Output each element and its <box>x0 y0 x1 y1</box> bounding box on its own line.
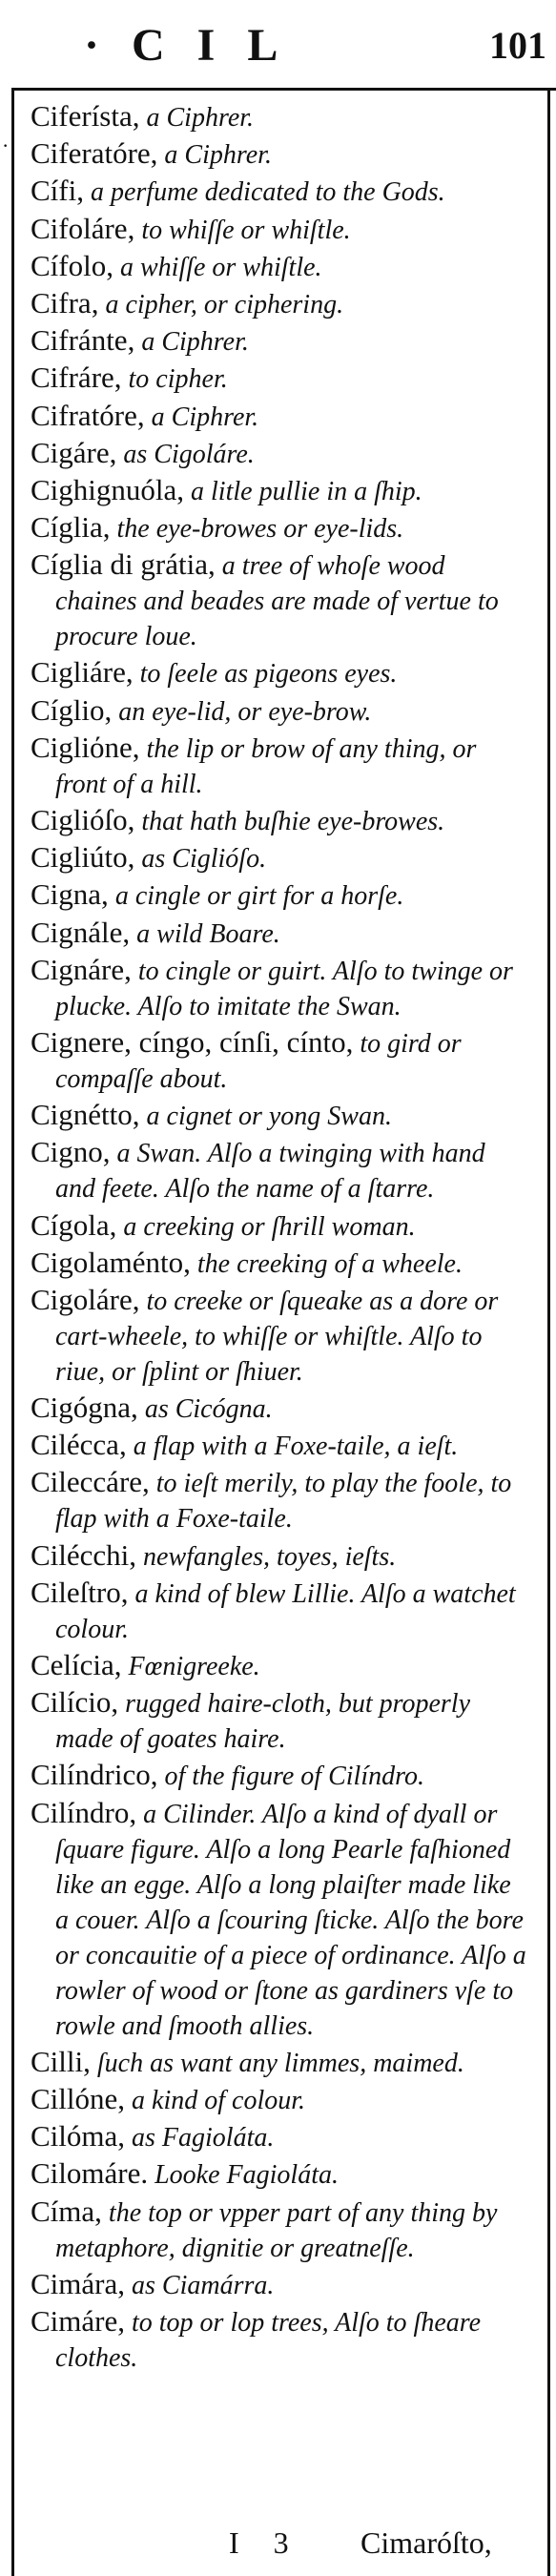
entry-definition: a cingle or girt for a horſe. <box>108 881 404 912</box>
entry-definition: to whiſſe or whiſtle. <box>134 215 351 245</box>
entry-headword: Cifra, <box>31 285 99 319</box>
dictionary-entry <box>31 1428 526 1463</box>
entry-definition: to gird or compaſſe about. <box>55 1028 462 1094</box>
entry-definition: ſuch as want any limmes, maimed. <box>90 2048 464 2078</box>
entry-definition: a kind of colour. <box>125 2085 306 2115</box>
page-header <box>0 19 556 86</box>
dictionary-entry <box>31 731 526 801</box>
entry-headword: Cifránte, <box>31 323 135 358</box>
entry-definition: an eye-lid, or eye-brow. <box>112 696 372 727</box>
entry-definition: to cingle or guirt. Alſo to twinge or plucke. Alſo to imitate the Swan. <box>55 956 513 1021</box>
entry-definition: newfangles, toyes, ieſts. <box>136 1541 397 1572</box>
dictionary-entry <box>31 655 526 690</box>
entry-definition: a Ciphrer. <box>134 327 249 358</box>
entry-headword: Cígola, <box>31 1207 117 1242</box>
entry-definition: a cipher, or ciphering. <box>98 289 344 319</box>
entry-headword: Cifráre, <box>31 361 122 395</box>
dictionary-entry <box>31 361 526 396</box>
entry-headword: Cighignuóla, <box>31 472 185 506</box>
right-column-rule <box>547 90 550 2576</box>
dictionary-entry <box>31 2082 526 2117</box>
entry-headword: Cilomáre. <box>31 2156 149 2191</box>
entry-definition: a flap with a Foxe-taile, a ieſt. <box>126 1432 459 1462</box>
entry-definition: a wild Boare. <box>130 918 280 949</box>
dictionary-entry <box>31 547 526 653</box>
entry-headword: Cigliúto, <box>31 840 135 875</box>
dictionary-entry <box>31 1758 526 1793</box>
entry-definition: a Swan. Alſo a twinging with hand and feete. Alſo the name of a ſtarre. <box>55 1139 485 1205</box>
entry-headword: Cigáre, <box>31 435 117 469</box>
entry-definition: of the figure of Cilíndro. <box>157 1762 424 1792</box>
entry-headword: Cignere, cíngo, cínſi, cínto, <box>31 1024 354 1059</box>
entry-definition: as Cigoláre. <box>116 439 255 469</box>
entry-headword: Cíglio, <box>31 692 113 727</box>
entry-headword: Cigna, <box>31 877 109 912</box>
dictionary-entry <box>31 2304 526 2375</box>
entry-headword: Cilóma, <box>31 2119 126 2154</box>
dictionary-entry <box>31 473 526 508</box>
entry-definition: Fœnigreeke. <box>121 1652 260 1681</box>
dictionary-entry <box>31 1391 526 1426</box>
dictionary-entry <box>31 174 526 209</box>
entry-headword: Cimára, <box>31 2266 125 2300</box>
entry-definition: to top or lop trees, Alſo to ſheare clothes. <box>55 2307 482 2373</box>
entry-definition: the lip or brow of any thing, or front of a hill. <box>55 733 477 799</box>
entry-definition: rugged haire-cloth, but properly made of goates haire. <box>55 1689 471 1755</box>
dictionary-entry <box>31 693 526 729</box>
dictionary-entry <box>31 1796 526 2043</box>
dictionary-entry <box>31 2195 526 2265</box>
dictionary-entry <box>31 1246 526 1281</box>
entry-headword: Cífi, <box>31 174 84 208</box>
entry-definition: that hath buſhie eye-browes. <box>134 807 445 836</box>
catchword: Cimaróſto, <box>360 2525 492 2560</box>
entry-definition: a creeking or ſhrill woman. <box>116 1211 416 1242</box>
entry-definition: a Cilinder. Alſo a kind of dyall or ſquare figure. Alſo a long Pearle faſhioned like an egge. Alſo a long plaiſter made like a couer. Alſo a ſcouring ſticke. Alſo the bore or concauitie of a piece of ordinance. Alſo a rowler of wood or ſtone as gardiners vſe to rowle and ſmooth allies. <box>55 1799 526 2041</box>
entry-headword: Cileccáre, <box>31 1465 150 1499</box>
entry-definition: a litle pullie in a ſhip. <box>184 476 422 506</box>
signature-mark: I 3 <box>229 2525 302 2560</box>
entry-headword: Cigolaménto, <box>31 1245 191 1279</box>
margin-mark: · <box>2 134 10 157</box>
entry-headword: Cimáre, <box>31 2303 125 2338</box>
dictionary-entry <box>31 1576 526 1646</box>
entry-definition: to cipher. <box>121 364 228 395</box>
dictionary-entry <box>31 803 526 838</box>
page-number: 101 <box>489 24 546 67</box>
entry-headword: Cilli, <box>31 2044 91 2078</box>
dictionary-entry <box>31 953 526 1023</box>
entry-headword: Cifratóre, <box>31 398 145 432</box>
entry-definition: a Ciphrer. <box>157 140 272 171</box>
dictionary-entry <box>31 2156 526 2192</box>
entry-headword: Cigno, <box>31 1135 111 1169</box>
dictionary-entry <box>31 2045 526 2080</box>
dictionary-entry <box>31 1025 526 1096</box>
entry-headword: Ciglióſo, <box>31 803 135 836</box>
running-head: ·CIL <box>84 20 311 71</box>
entry-headword: Cilécca, <box>31 1428 127 1462</box>
entry-definition: a Ciphrer. <box>139 103 255 133</box>
entry-definition: a Ciphrer. <box>144 402 259 432</box>
entry-headword: Cigliόne, <box>31 730 140 764</box>
dictionary-entry <box>31 1098 526 1133</box>
entry-headword: Cíglia di grátia, <box>31 547 216 582</box>
entry-headword: Cilíndrico, <box>31 1758 158 1792</box>
dictionary-entry <box>31 99 526 134</box>
entry-definition: as Cicógna. <box>137 1394 273 1425</box>
entry-headword: Cilíndro, <box>31 1795 137 1829</box>
entry-headword: Celícia, <box>31 1648 122 1681</box>
entry-headword: Cignáre, <box>31 952 132 986</box>
entry-definition: a tree of whoſe wood chaines and beades are made of vertue to procure loue. <box>55 551 499 652</box>
entry-headword: Cífolo, <box>31 248 113 282</box>
entry-definition: as Ciglióſo. <box>134 844 267 875</box>
entry-headword: Címa, <box>31 2194 102 2228</box>
entry-headword: Cigliáre, <box>31 655 134 690</box>
dictionary-entry <box>31 286 526 321</box>
dictionary-entry <box>31 877 526 913</box>
entry-headword: Cíglia, <box>31 510 111 545</box>
entry-headword: Cifoláre, <box>31 211 135 245</box>
entry-definition: a perfume dedicated to the Gods. <box>83 177 445 208</box>
dictionary-entry <box>31 323 526 359</box>
entry-headword: Ciferatóre, <box>31 136 158 171</box>
dictionary-entries <box>31 99 526 2377</box>
entry-headword: Cileſtro, <box>31 1575 129 1609</box>
entry-headword: Cilício, <box>31 1685 119 1720</box>
entry-headword: Ciferísta, <box>31 99 140 133</box>
entry-definition: Looke Fagioláta. <box>148 2160 339 2191</box>
dictionary-entry <box>31 2267 526 2302</box>
left-column-rule <box>11 90 14 2576</box>
top-rule <box>11 88 556 91</box>
dictionary-entry <box>31 916 526 951</box>
dictionary-entry <box>31 136 526 172</box>
entry-headword: Cillóne, <box>31 2081 126 2115</box>
entry-headword: Cignétto, <box>31 1098 140 1132</box>
entry-definition: a cignet or yong Swan. <box>139 1102 392 1132</box>
dictionary-entry <box>31 2119 526 2154</box>
entry-definition: as Ciamárra. <box>125 2270 275 2300</box>
dictionary-entry <box>31 1685 526 1756</box>
entry-definition: to ieſt merily, to play the foole, to flap with a Foxe-taile. <box>55 1469 512 1535</box>
dictionary-entry <box>31 1208 526 1244</box>
dictionary-entry <box>31 840 526 876</box>
entry-headword: Cilécchi, <box>31 1537 137 1572</box>
dictionary-entry <box>31 1648 526 1683</box>
entry-definition: the top or vpper part of any thing by metaphore, dignitie or greatneſſe. <box>55 2197 498 2263</box>
entry-definition: to creeke or ſqueake as a dore or cart-wheele, to whiſſe or whiſtle. Alſo to riue, or ſplint or ſhiuer. <box>55 1286 499 1387</box>
dictionary-entry <box>31 1538 526 1574</box>
dictionary-entry <box>31 249 526 284</box>
dictionary-entry <box>31 1135 526 1206</box>
dictionary-entry <box>31 1283 526 1389</box>
entry-headword: Cigógna, <box>31 1391 138 1425</box>
entry-headword: Cignále, <box>31 915 131 949</box>
dictionary-entry <box>31 399 526 434</box>
entry-definition: a kind of blew Lillie. Alſo a watchet colour. <box>55 1578 516 1644</box>
dictionary-entry <box>31 510 526 546</box>
dictionary-entry <box>31 212 526 247</box>
entry-definition: the creeking of a wheele. <box>190 1248 463 1279</box>
entry-headword: Cigoláre, <box>31 1282 140 1316</box>
dictionary-entry <box>31 1465 526 1535</box>
entry-definition: the eye-browes or eye-lids. <box>110 514 404 545</box>
entry-definition: a whiſſe or whiſtle. <box>113 252 322 282</box>
entry-definition: as Fagioláta. <box>125 2123 275 2154</box>
entry-definition: to ſeele as pigeons eyes. <box>133 659 398 690</box>
page-footer <box>0 2525 556 2573</box>
dictionary-entry <box>31 436 526 471</box>
